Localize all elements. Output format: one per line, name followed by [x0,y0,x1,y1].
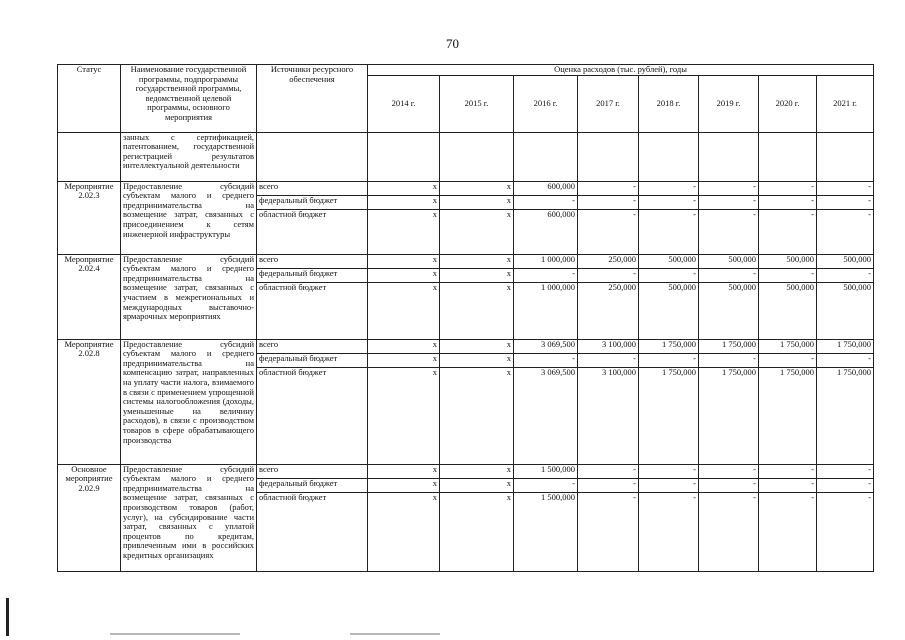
source-cell: федеральный бюджет [257,353,368,367]
value-cell: 1 000,000 [514,254,578,268]
header-year: 2021 г. [817,75,874,132]
scan-edge-mark [6,598,9,636]
value-cell: - [639,268,699,282]
value-cell: - [578,353,639,367]
value-cell: 3 069,500 [514,367,578,464]
value-cell: - [639,478,699,492]
table-row [58,181,874,195]
continuation-text: занных с сертификацией, патентованием, государственной регистрацией результатов интеллектуальной деятельности [121,132,257,181]
value-cell: 1 750,000 [639,339,699,353]
header-year: 2015 г. [440,75,514,132]
value-cell: 1 750,000 [699,339,759,353]
value-cell: - [817,478,874,492]
measure-name-cell: Предоставление субсидий субъектам малого и среднего предпринимательства на возмещение затрат, связанных с участием в межрегиональных и международных выставочно-ярмарочных мероприятиях [121,254,257,339]
value-cell: х [440,367,514,464]
measure-name-cell: Предоставление субсидий субъектам малого и среднего предпринимательства на компенсацию затрат, направленных на уплату части налога, взимаемого в связи с применением упрощенной системы налогообложения (доходы, уменьшенные на величину расходов), в связи с производством товаров в сфере обрабатывающего производства [121,339,257,464]
page-number: 70 [446,36,459,51]
value-cell: - [699,492,759,571]
value-cell: х [440,282,514,339]
value-cell: х [440,268,514,282]
value-cell: 1 750,000 [639,367,699,464]
value-cell: - [578,195,639,209]
value-cell: х [440,195,514,209]
value-cell: - [639,353,699,367]
value-cell: - [759,209,817,254]
value-cell: - [699,478,759,492]
value-cell: - [699,268,759,282]
header-estimate: Оценка расходов (тыс. рублей), годы [368,65,874,76]
source-cell: федеральный бюджет [257,268,368,282]
value-cell: - [578,492,639,571]
value-cell: - [699,195,759,209]
value-cell: - [759,464,817,478]
header-year: 2018 г. [639,75,699,132]
source-cell: всего [257,254,368,268]
status-cell: Мероприятие 2.02.8 [58,339,121,464]
value-cell: х [368,282,440,339]
value-cell: - [699,353,759,367]
value-cell: - [578,181,639,195]
value-cell: - [817,209,874,254]
value-cell: х [368,492,440,571]
value-cell: - [699,209,759,254]
value-cell: 500,000 [759,282,817,339]
value-cell: 1 750,000 [817,367,874,464]
value-cell: - [817,268,874,282]
source-cell: областной бюджет [257,209,368,254]
source-cell: областной бюджет [257,282,368,339]
value-cell: 1 750,000 [817,339,874,353]
value-cell: - [817,353,874,367]
header-name: Наименование государственной программы, подпрограммы государственной программы, ведомственной целевой программы, основного мероприятия [121,65,257,133]
status-cell: Основное мероприятие 2.02.9 [58,464,121,571]
value-cell: х [440,492,514,571]
value-cell: - [639,464,699,478]
value-cell: - [514,478,578,492]
value-cell: х [440,339,514,353]
value-cell: 250,000 [578,254,639,268]
value-cell: - [699,181,759,195]
value-cell: - [817,464,874,478]
value-cell: 600,000 [514,181,578,195]
value-cell: х [368,478,440,492]
header-status: Статус [58,65,121,133]
value-cell: 1 000,000 [514,282,578,339]
value-cell: - [578,209,639,254]
header-year: 2014 г. [368,75,440,132]
header-source: Источники ресурсного обеспечения [257,65,368,133]
value-cell: - [639,195,699,209]
value-cell: - [817,195,874,209]
value-cell: х [368,268,440,282]
value-cell: х [440,478,514,492]
value-cell: х [368,209,440,254]
value-cell: 500,000 [639,254,699,268]
value-cell: 1 750,000 [759,339,817,353]
value-cell: - [817,181,874,195]
header-year: 2017 г. [578,75,639,132]
measure-name-cell: Предоставление субсидий субъектам малого и среднего предпринимательства на возмещение затрат, связанных с присоединением к сетям инженерной инфраструктуры [121,181,257,254]
value-cell: х [440,353,514,367]
value-cell: - [578,478,639,492]
value-cell: 1 500,000 [514,492,578,571]
header-year: 2019 г. [699,75,759,132]
table-row [58,254,874,268]
table-row [58,464,874,478]
status-cell: Мероприятие 2.02.3 [58,181,121,254]
value-cell: х [368,254,440,268]
value-cell: - [759,478,817,492]
continuation-row [58,132,874,181]
value-cell: х [368,367,440,464]
value-cell: - [514,353,578,367]
header-year: 2020 г. [759,75,817,132]
value-cell: х [440,254,514,268]
value-cell: 500,000 [639,282,699,339]
value-cell: - [578,268,639,282]
source-cell: всего [257,181,368,195]
value-cell: х [368,353,440,367]
source-cell: областной бюджет [257,492,368,571]
value-cell: - [759,195,817,209]
value-cell: - [759,492,817,571]
value-cell: - [699,464,759,478]
value-cell: - [639,492,699,571]
value-cell: 1 750,000 [759,367,817,464]
value-cell: х [368,464,440,478]
value-cell: 500,000 [699,254,759,268]
value-cell: - [639,209,699,254]
source-cell: областной бюджет [257,367,368,464]
source-cell: федеральный бюджет [257,195,368,209]
value-cell: 1 750,000 [699,367,759,464]
source-cell: федеральный бюджет [257,478,368,492]
value-cell: - [759,353,817,367]
value-cell: - [817,492,874,571]
value-cell: 500,000 [759,254,817,268]
scan-artifact [110,633,240,635]
source-cell: всего [257,464,368,478]
expense-table [57,64,874,572]
value-cell: 3 100,000 [578,339,639,353]
scan-artifact [350,633,440,635]
value-cell: - [759,268,817,282]
value-cell: х [440,181,514,195]
status-cell: Мероприятие 2.02.4 [58,254,121,339]
value-cell: 250,000 [578,282,639,339]
table-row [58,339,874,353]
value-cell: - [514,268,578,282]
value-cell: - [639,181,699,195]
value-cell: 3 100,000 [578,367,639,464]
value-cell: х [368,339,440,353]
value-cell: х [440,464,514,478]
header-year: 2016 г. [514,75,578,132]
value-cell: 500,000 [817,254,874,268]
value-cell: х [440,209,514,254]
value-cell: 600,000 [514,209,578,254]
source-cell: всего [257,339,368,353]
measure-name-cell: Предоставление субсидий субъектам малого и среднего предпринимательства на возмещение затрат, связанных с производством товаров (работ, услуг), на субсидирование части затрат, связанных с уплатой процентов по кредитам, привлеченным ими в российских кредитных организациях [121,464,257,571]
value-cell: х [368,181,440,195]
value-cell: 3 069,500 [514,339,578,353]
table-body [58,132,874,571]
value-cell: - [514,195,578,209]
value-cell: - [759,181,817,195]
value-cell: х [368,195,440,209]
value-cell: 1 500,000 [514,464,578,478]
value-cell: 500,000 [817,282,874,339]
value-cell: 500,000 [699,282,759,339]
value-cell: - [578,464,639,478]
